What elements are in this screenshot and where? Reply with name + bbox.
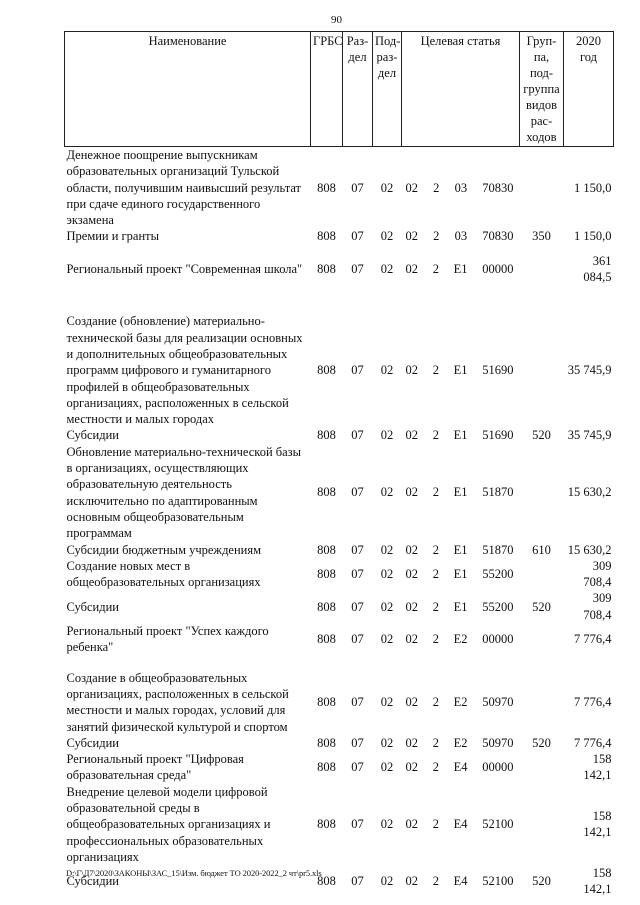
row-podrazdel: 02 [380,695,394,710]
target-code-part: 70830 [482,180,514,195]
row-razdel: 07 [351,566,364,581]
row-razdel: 07 [351,760,364,775]
row-name: Региональный проект "Цифровая образовательная среда" [66,752,244,783]
row-expense-group [520,147,564,229]
row-grbs: 808 [317,735,336,750]
target-code-part: 2 [433,229,440,244]
row-amount: 7 776,4 [574,695,612,710]
target-code-part: 00000 [482,760,514,775]
row-podrazdel: 02 [380,735,394,750]
target-code-part: 2 [432,566,439,581]
row-amount: 15 630,2 [567,542,612,557]
target-code-part: 2 [432,363,439,378]
row-podrazdel: 02 [380,632,394,647]
table-row [65,147,614,229]
row-grbs: 808 [317,261,336,276]
row-razdel: 07 [351,428,364,443]
row-name: Субсидии [66,735,119,750]
row-razdel: 07 [351,599,364,614]
target-code-part: 02 [405,599,418,614]
row-target-code [402,623,520,656]
target-code-part: 2 [432,261,439,276]
target-code-part: 2 [432,695,439,710]
target-code-part: 02 [405,261,418,276]
target-code-part: 02 [405,632,418,647]
target-code-part: 51870 [482,542,514,557]
target-code-part: 02 [405,229,418,244]
target-code-part: 55200 [482,599,514,614]
row-name: Создание новых мест в общеобразовательных организациях [66,558,261,590]
target-code-part: 02 [405,428,418,443]
target-code-part: E2 [453,695,468,710]
target-code-part: 51690 [482,428,514,443]
table-row [65,751,614,784]
target-code-part: 02 [405,180,418,195]
target-code-part: 2 [432,632,439,647]
row-amount: 35 745,9 [567,363,612,378]
table-row [65,623,614,656]
row-grbs: 808 [317,817,336,832]
row-target-code [402,865,520,898]
row-name: Создание в общеобразовательных организациях, расположенных в сельской местности и малых городах, условий для занятий физической культурой и спортом [66,670,289,734]
row-expense-group [520,444,564,542]
row-amount: 309 708,4 [583,591,612,622]
target-code-part: 50970 [482,735,514,750]
table-row [65,427,614,443]
row-razdel: 07 [351,874,364,889]
row-expense-group [520,558,564,591]
target-code-part: E1 [453,485,468,500]
row-razdel: 07 [351,695,364,710]
row-target-code [402,147,520,229]
target-code-part: 02 [405,566,418,581]
target-code-part: E1 [453,566,468,581]
row-name: Денежное поощрение выпускникам образовательных организаций Тульской области, получившим наивысший результат при сдаче единого государственного экзамена [66,148,302,228]
target-code-part: 03 [454,180,468,195]
row-podrazdel: 02 [380,566,394,581]
row-name: Внедрение целевой модели цифровой образовательной среды в общеобразовательных организациях и профессиональных образовательных организациях [66,784,271,864]
row-target-code [402,245,520,300]
row-target-code [402,590,520,623]
table-row [65,245,614,300]
target-code-part: 2 [432,760,439,775]
table-row [65,542,614,558]
row-target-code [402,228,520,244]
row-target-code [402,558,520,591]
row-grbs: 808 [317,695,336,710]
row-grbs: 808 [317,363,336,378]
row-podrazdel: 02 [380,874,394,889]
row-name: Региональный проект "Успех каждого ребенка" [66,624,269,655]
row-grbs: 808 [317,542,336,557]
row-grbs: 808 [317,229,336,244]
target-code-part: 50970 [482,695,514,710]
row-amount: 309 708,4 [583,558,612,590]
row-expense-group: 520 [532,874,551,889]
target-code-part: E2 [453,735,468,750]
target-code-part: E1 [453,363,468,378]
row-amount: 158 142,1 [583,809,612,840]
table-body [65,147,614,898]
row-target-code [402,427,520,443]
row-podrazdel: 02 [380,485,394,500]
row-razdel: 07 [351,229,364,244]
header-grbs: ГРБС [311,32,343,147]
row-podrazdel: 02 [380,428,394,443]
table-row [65,784,614,865]
row-razdel: 07 [351,817,364,832]
row-name: Субсидии бюджетным учреждениям [66,542,262,557]
target-code-part: 02 [405,760,418,775]
header-target: Целевая статья [402,32,520,147]
table-row [65,590,614,623]
row-target-code [402,444,520,542]
header-amount: 2020 год [564,32,614,147]
target-code-part: 02 [405,735,418,750]
row-name: Региональный проект "Современная школа" [66,261,303,276]
row-razdel: 07 [351,180,364,195]
target-code-part: 02 [405,817,418,832]
row-expense-group: 520 [532,599,551,614]
target-code-part: 2 [432,817,439,832]
target-code-part: 00000 [482,261,514,276]
row-razdel: 07 [351,485,364,500]
row-grbs: 808 [317,566,336,581]
row-grbs: 808 [317,180,336,195]
row-expense-group [520,623,564,656]
row-grbs: 808 [317,874,336,889]
target-code-part: 51870 [482,485,514,500]
row-amount: 7 776,4 [574,632,612,647]
row-razdel: 07 [351,632,364,647]
target-code-part: 51690 [482,363,514,378]
row-name: Субсидии [66,599,119,614]
target-code-part: 52100 [482,817,514,832]
row-name: Субсидии [66,874,119,889]
row-target-code [402,784,520,865]
target-code-part: E4 [453,874,468,889]
row-amount: 1 150,0 [574,229,612,244]
row-grbs: 808 [317,485,336,500]
budget-table [64,31,614,898]
row-grbs: 808 [317,760,336,775]
row-grbs: 808 [317,599,336,614]
file-path-footer: D:\Г\Д7\2020\ЗАКОНЫ\ЗАС_15\Изм. бюджет ТО 2020-2022_2 чт\pr5.xls [66,868,322,878]
target-code-part: E1 [453,428,468,443]
header-group: Груп-па, под-группа видов рас-ходов [520,32,564,147]
table-row [65,228,614,244]
row-razdel: 07 [351,542,364,557]
target-code-part: 2 [432,428,439,443]
row-amount: 158 142,1 [583,752,612,783]
target-code-part: 00000 [482,632,514,647]
row-target-code [402,735,520,751]
row-podrazdel: 02 [380,180,394,195]
table-row [65,299,614,427]
row-razdel: 07 [351,363,364,378]
row-podrazdel: 02 [380,229,394,244]
row-target-code [402,542,520,558]
target-code-part: 2 [433,180,440,195]
target-code-part: 2 [432,485,439,500]
header-name: Наименование [65,32,311,147]
table-row [65,735,614,751]
row-razdel: 07 [351,735,364,750]
row-target-code [402,751,520,784]
target-code-part: 2 [432,874,439,889]
target-code-part: 70830 [482,229,514,244]
target-code-part: 03 [454,229,468,244]
row-amount: 361 084,5 [583,253,612,285]
row-podrazdel: 02 [380,542,394,557]
page-number: 90 [331,14,342,26]
header-podrazdel: Под-раз-дел [373,32,402,147]
table-row [65,444,614,542]
target-code-part: 2 [432,542,439,557]
target-code-part: 02 [405,874,418,889]
row-razdel: 07 [351,261,364,276]
header-razdel: Раз-дел [343,32,373,147]
row-amount: 35 745,9 [567,428,612,443]
row-amount: 1 150,0 [574,180,612,195]
row-podrazdel: 02 [380,261,394,276]
table-row [65,656,614,735]
row-expense-group [520,299,564,427]
row-name: Обновление материально-технической базы в организациях, осуществляющих образовательную деятельность исключительно по адаптированным основным общеобразовательным программам [66,444,302,541]
target-code-part: 55200 [482,566,514,581]
target-code-part: 02 [405,485,418,500]
row-podrazdel: 02 [380,599,394,614]
target-code-part: E1 [453,599,468,614]
row-amount: 7 776,4 [574,735,612,750]
table-header-row [65,32,614,147]
target-code-part: E1 [453,261,468,276]
row-expense-group: 520 [532,735,551,750]
row-grbs: 808 [317,632,336,647]
target-code-part: 2 [432,735,439,750]
row-amount: 158 142,1 [583,866,612,897]
target-code-part: E4 [453,817,468,832]
row-name: Субсидии [66,428,119,443]
row-expense-group: 610 [532,542,551,557]
target-code-part: 52100 [482,874,514,889]
target-code-part: 02 [405,363,418,378]
row-target-code [402,656,520,735]
target-code-part: E2 [453,632,468,647]
row-grbs: 808 [317,428,336,443]
row-expense-group: 350 [532,229,551,244]
row-expense-group [520,656,564,735]
target-code-part: E1 [453,542,468,557]
row-expense-group [520,751,564,784]
row-target-code [402,299,520,427]
row-podrazdel: 02 [380,363,394,378]
row-amount: 15 630,2 [567,485,612,500]
row-expense-group: 520 [532,428,551,443]
row-expense-group [520,245,564,300]
target-code-part: 02 [405,542,418,557]
target-code-part: E4 [453,760,468,775]
row-expense-group [520,784,564,865]
target-code-part: 2 [432,599,439,614]
target-code-part: 02 [405,695,418,710]
row-podrazdel: 02 [380,760,394,775]
row-podrazdel: 02 [380,817,394,832]
row-name: Создание (обновление) материально-технической базы для реализации основных и дополнительных общеобразовательных программ цифрового и гуманитарного профилей в общеобразовательных организациях, расположенных в сельской местности и малых городах [66,314,303,427]
table-row [65,558,614,591]
row-name: Премии и гранты [66,229,160,244]
